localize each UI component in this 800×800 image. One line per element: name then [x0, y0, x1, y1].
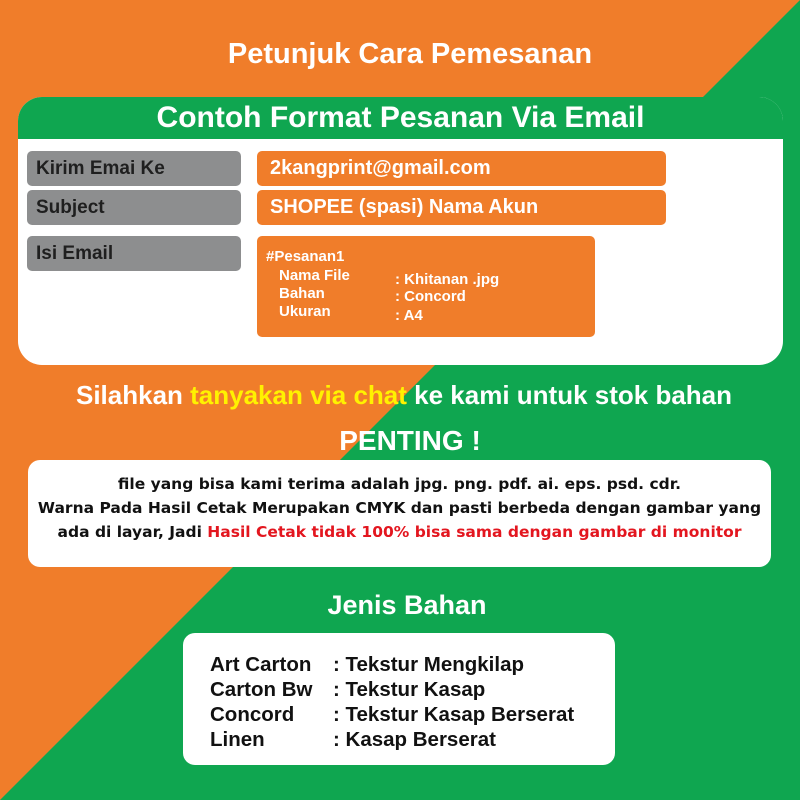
- field-value-material: : Concord: [395, 288, 466, 305]
- chat-notice-before: Silahkan: [75, 380, 191, 410]
- email-format-card: [18, 97, 783, 365]
- label-send-to: Kirim Emai Ke: [27, 151, 241, 186]
- material-name: Concord: [210, 703, 295, 726]
- material-name: Linen: [210, 728, 265, 751]
- material-name: Art Carton: [210, 653, 312, 676]
- field-key-size: Ukuran: [279, 303, 331, 320]
- label-email-body: Isi Email: [27, 236, 241, 271]
- chat-notice: [0, 380, 800, 411]
- materials-title: Jenis Bahan: [327, 590, 487, 620]
- material-name: Carton Bw: [210, 678, 313, 701]
- info-warning-before: ada di layar, Jadi: [57, 523, 208, 541]
- important-heading: PENTING !: [339, 425, 481, 456]
- chat-notice-after: ke kami untuk stok bahan: [406, 380, 733, 410]
- order-heading: #Pesanan1: [266, 248, 345, 265]
- file-info-card: [28, 460, 771, 567]
- label-subject: Subject: [27, 190, 241, 225]
- value-subject: SHOPEE (spasi) Nama Akun: [257, 190, 666, 225]
- email-format-header: Contoh Format Pesanan Via Email: [18, 97, 783, 139]
- value-email-address: 2kangprint@gmail.com: [257, 151, 666, 186]
- info-warning-red: Hasil Cetak tidak 100% bisa sama dengan gambar di monitor: [207, 523, 742, 541]
- page-title: Petunjuk Cara Pemesanan: [227, 38, 593, 70]
- info-line-cmyk: Warna Pada Hasil Cetak Merupakan CMYK dan pasti berbeda dengan gambar yang: [37, 499, 762, 517]
- field-value-file-name: : Khitanan .jpg: [395, 271, 500, 288]
- material-desc: : Tekstur Mengkilap: [333, 653, 524, 676]
- field-value-size: : A4: [395, 307, 423, 324]
- material-desc: : Tekstur Kasap: [333, 678, 486, 701]
- chat-notice-highlight: tanyakan via chat: [190, 380, 407, 410]
- email-body-example: [257, 236, 595, 337]
- material-desc: : Kasap Berserat: [333, 728, 496, 751]
- field-key-material: Bahan: [279, 285, 325, 302]
- material-desc: : Tekstur Kasap Berserat: [333, 703, 575, 726]
- materials-card: [183, 633, 615, 765]
- info-line-warning: [28, 520, 771, 544]
- field-key-file-name: Nama File: [279, 267, 350, 284]
- info-line-file-types: file yang bisa kami terima adalah jpg. png. pdf. ai. eps. psd. cdr.: [117, 475, 682, 493]
